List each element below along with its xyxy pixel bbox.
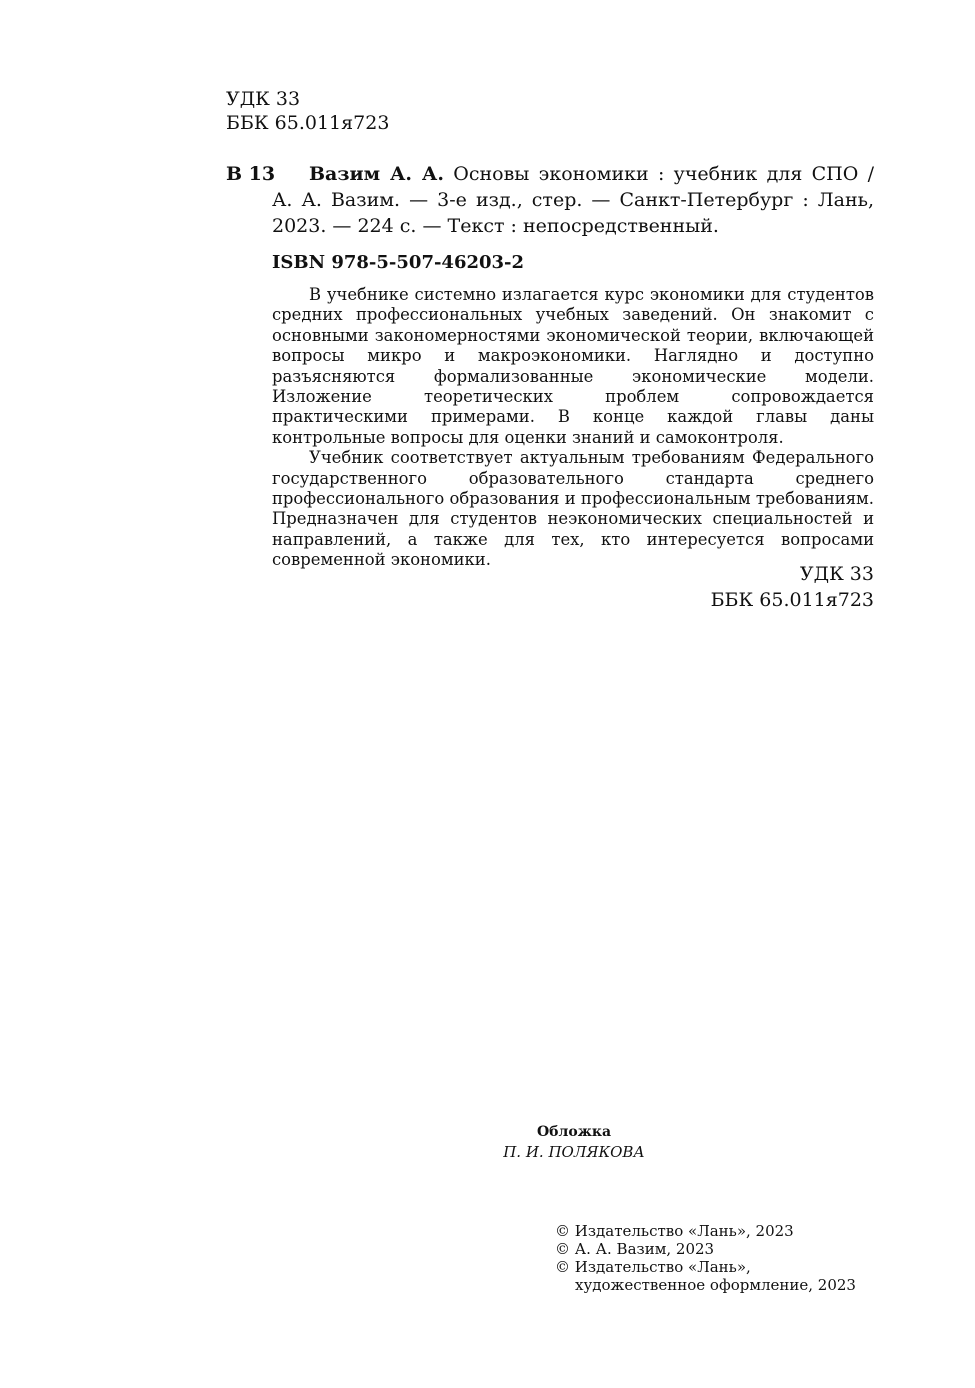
copyright-line-3: © Издательство «Лань»,: [555, 1258, 751, 1276]
annotation-paragraph-1: В учебнике системно излагается курс экономики для студентов средних профессиональных учебных заведений. Он знакомит с основными закономерностями экономической теории, включающей вопросы микро и макроэкономики. Наглядно и доступно разъясняются формализованные экономические модели. Изложение теоретических проблем сопровождается практическими примерами. В конце каждой главы даны контрольные вопросы для оценки знаний и самоконтроля.: [272, 285, 874, 447]
copyright-line-4: художественное оформление, 2023: [575, 1276, 856, 1294]
bibliographic-record: [272, 161, 874, 239]
copyright-line-2: © А. А. Вазим, 2023: [555, 1240, 715, 1258]
classification-codes: [711, 561, 874, 613]
bib-line-1: [309, 161, 874, 187]
cover-label: Обложка: [536, 1124, 612, 1140]
cover-designer: П. И. ПОЛЯКОВА: [503, 1143, 645, 1161]
udk-code: УДК 33: [226, 88, 301, 110]
copyright-block: [555, 1222, 856, 1294]
author-name: Вазим А. А.: [309, 163, 444, 185]
cover-credit: [440, 1122, 708, 1162]
bbk-code-bottom: ББК 65.011я723: [710, 589, 874, 611]
header-codes: [226, 87, 389, 135]
udk-code-bottom: УДК 33: [799, 563, 874, 585]
book-title: Основы экономики : учебник для СПО /: [453, 163, 874, 185]
bib-line-3: 2023. — 224 с. — Текст : непосредственный.: [272, 215, 719, 237]
bib-line-2: А. А. Вазим. — 3-е изд., стер. — Санкт-Петербург : Лань,: [272, 189, 874, 211]
isbn: ISBN 978-5-507-46203-2: [272, 252, 525, 273]
copyright-line-1: © Издательство «Лань», 2023: [555, 1222, 794, 1240]
annotation: [272, 285, 874, 571]
bbk-code: ББК 65.011я723: [226, 112, 390, 134]
author-mark: В 13: [226, 163, 276, 185]
annotation-paragraph-2: Учебник соответствует актуальным требованиям Федерального государственного образовательного стандарта среднего профессионального образования и профессиональным требованиям. Предназначен для студентов неэкономических специальностей и направлений, а также для тех, кто интересуется вопросами современной экономики.: [272, 448, 874, 570]
